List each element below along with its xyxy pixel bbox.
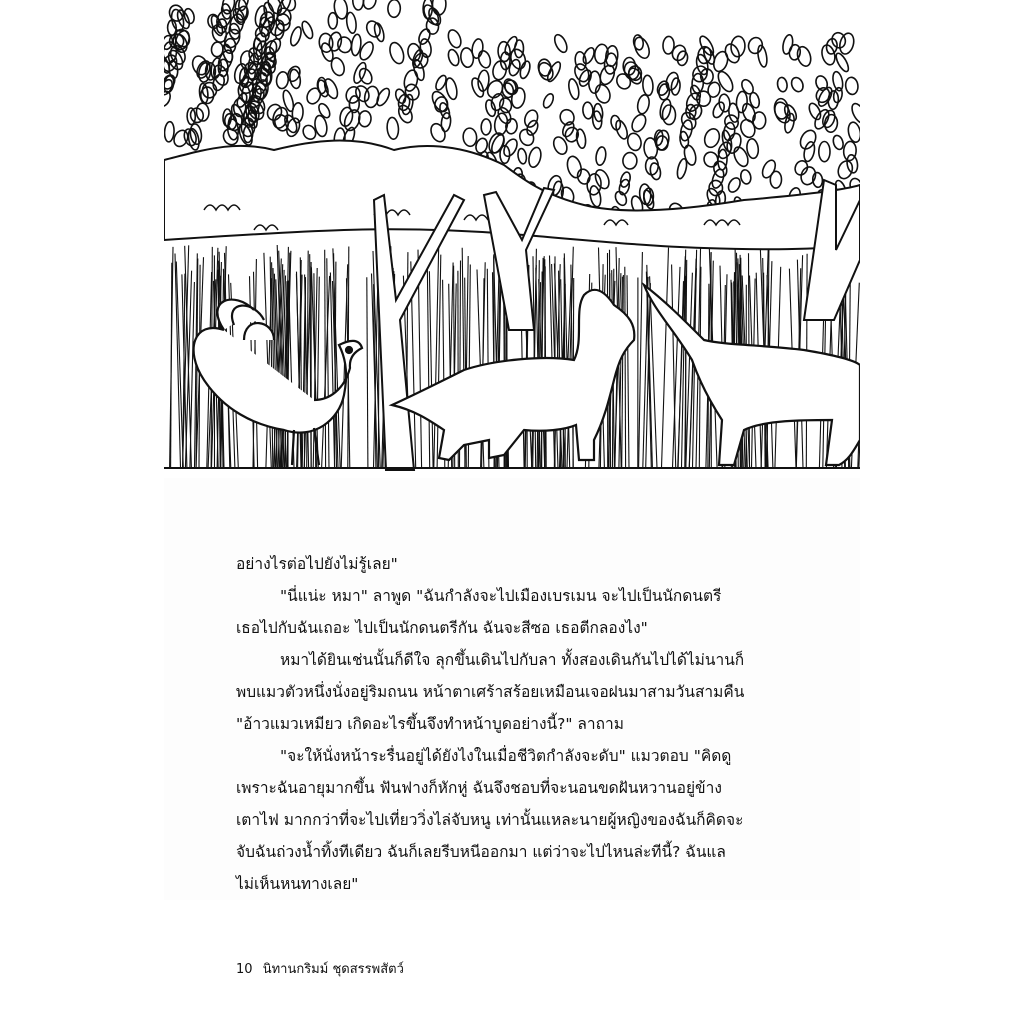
text-line: เพราะฉันอายุมากขึ้น ฟันฟางก็หักหู่ ฉันจึงชอบที่จะนอนขดฝันหวานอยู่ข้าง (236, 779, 722, 797)
forest-animals-illustration (164, 0, 860, 478)
text-line: "อ้าวแมวเหมียว เกิดอะไรขึ้นจึงทำหน้าบูดอย่างนี้?" ลาถาม (236, 715, 624, 733)
text-line: เตาไฟ มากกว่าที่จะไปเที่ยววิ่งไล่จับหนู เท่านั้นแหละนายผู้หญิงของฉันก็คิดจะ (236, 811, 744, 829)
page-footer (236, 958, 404, 979)
text-line: พบแมวตัวหนึ่งนั่งอยู่ริมถนน หน้าตาเศร้าสร้อยเหมือนเจอฝนมาสามวันสามคืน (236, 683, 745, 701)
story-text (236, 548, 776, 900)
text-line: "นี่แน่ะ หมา" ลาพูด "ฉันกำลังจะไปเมืองเบรเมน จะไปเป็นนักดนตรี (280, 587, 722, 605)
book-title: นิทานกริมม์ ชุดสรรพสัตว์ (262, 962, 404, 977)
text-line: อย่างไรต่อไปยังไม่รู้เลย" (236, 555, 398, 573)
text-line: เธอไปกับฉันเถอะ ไปเป็นนักดนตรีกัน ฉันจะสีซอ เธอตีกลองไง" (236, 619, 648, 637)
text-line: หมาได้ยินเช่นนั้นก็ดีใจ ลุกขึ้นเดินไปกับลา ทั้งสองเดินกันไปได้ไม่นานก็ (280, 651, 745, 669)
text-line: จับฉันถ่วงน้ำทิ้งทีเดียว ฉันก็เลยรีบหนีออกมา แต่ว่าจะไปไหนล่ะทีนี้? ฉันแล (236, 843, 726, 861)
page-number: 10 (236, 962, 253, 977)
text-line: ไม่เห็นหนทางเลย" (236, 875, 359, 893)
text-line: "จะให้นั่งหน้าระรื่นอยู่ได้ยังไงในเมื่อชีวิตกำลังจะดับ" แมวตอบ "คิดดู (280, 747, 732, 765)
